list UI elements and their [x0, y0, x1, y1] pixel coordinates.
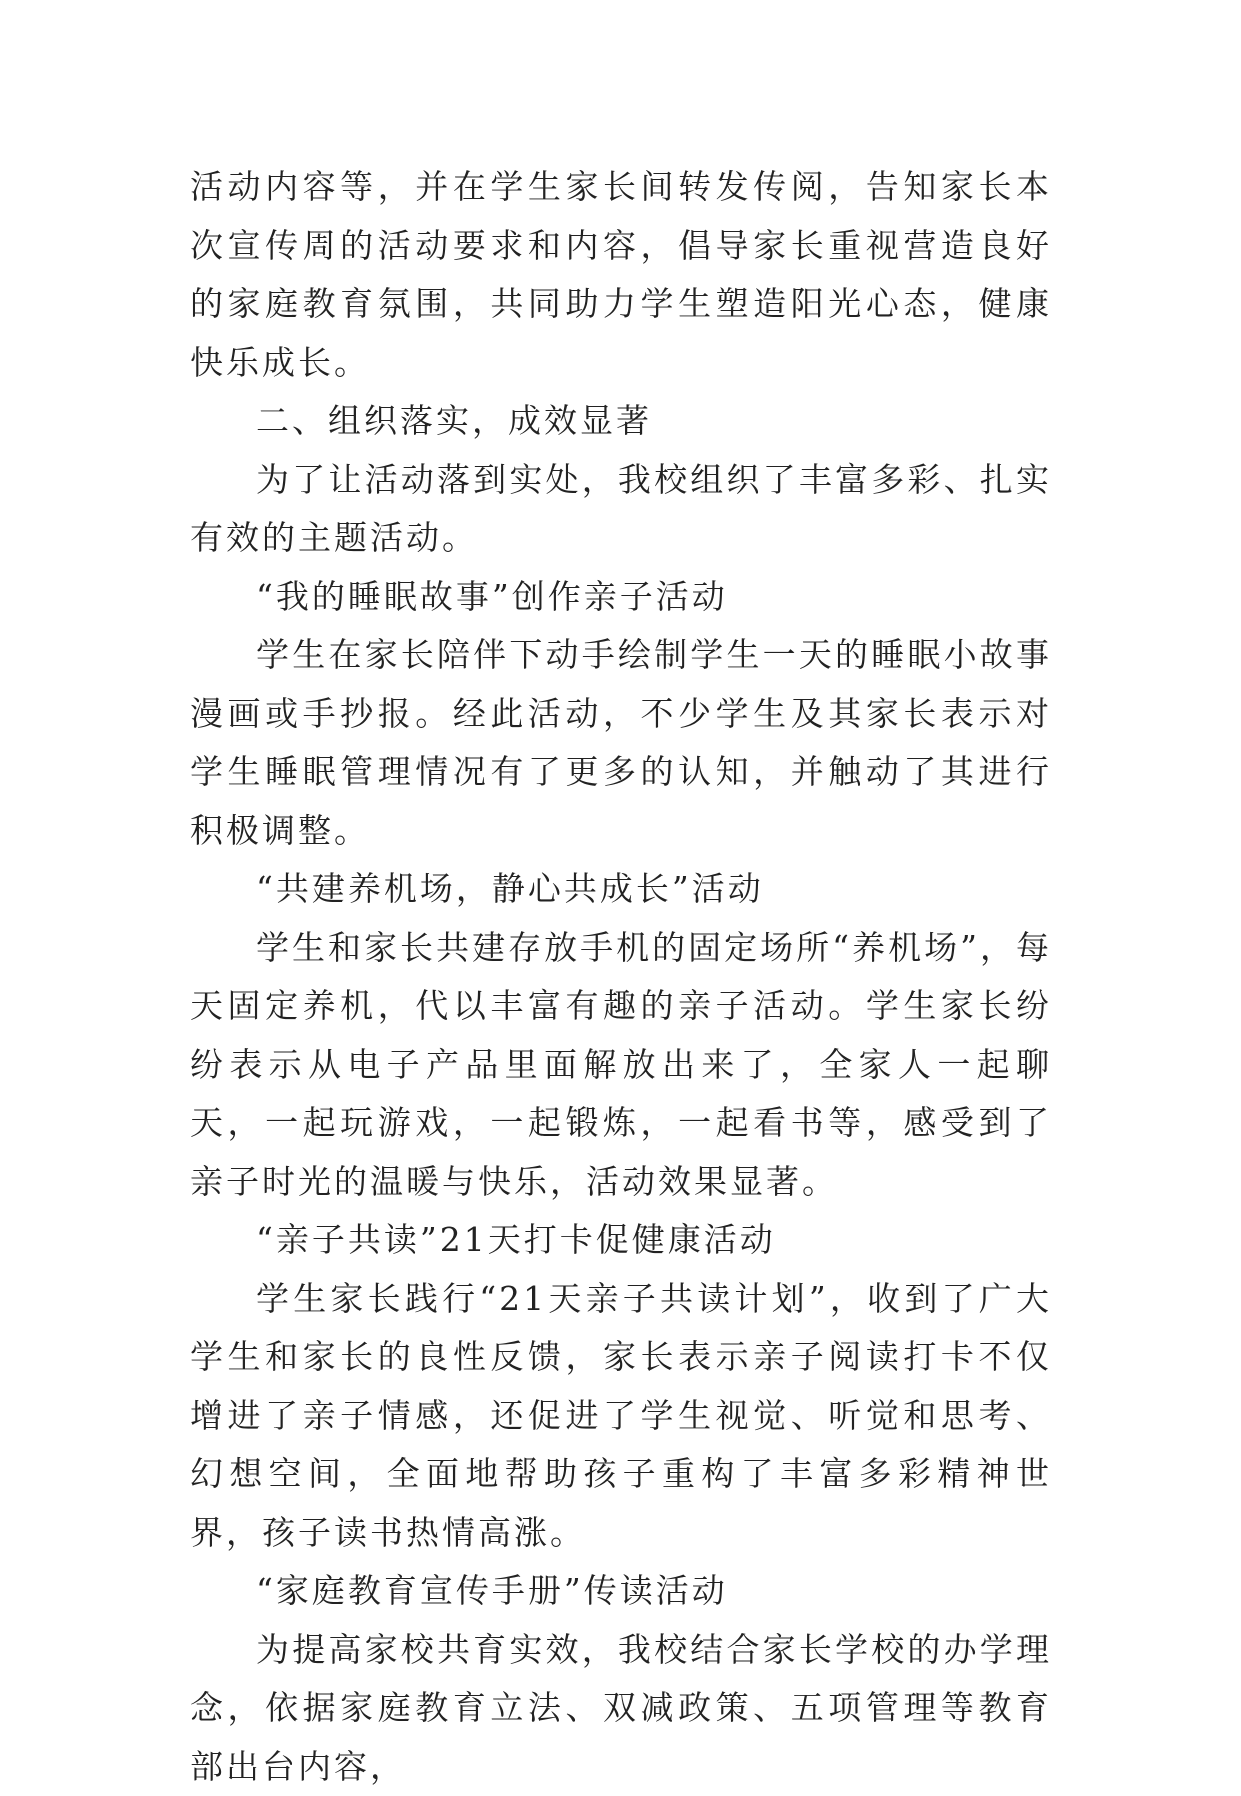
activity-heading: “共建养机场，静心共成长”活动: [190, 860, 1052, 919]
paragraph: 为了让活动落到实处，我校组织了丰富多彩、扎实有效的主题活动。: [190, 451, 1052, 568]
paragraph: 为提高家校共育实效，我校结合家长学校的办学理念，依据家庭教育立法、双减政策、五项管理等教育部出台内容，: [190, 1621, 1052, 1796]
body-text: [190, 158, 1052, 1796]
continuation-paragraph: 活动内容等，并在学生家长间转发传阅，告知家长本次宣传周的活动要求和内容，倡导家长重视营造良好的家庭教育氛围，共同助力学生塑造阳光心态，健康快乐成长。: [190, 158, 1052, 392]
activity-heading: “我的睡眠故事”创作亲子活动: [190, 568, 1052, 627]
paragraph: 学生家长践行“21天亲子共读计划”，收到了广大学生和家长的良性反馈，家长表示亲子阅读打卡不仅增进了亲子情感，还促进了学生视觉、听觉和思考、幻想空间，全面地帮助孩子重构了丰富多彩精神世界，孩子读书热情高涨。: [190, 1270, 1052, 1563]
section-heading: 二、组织落实，成效显著: [190, 392, 1052, 451]
activity-heading: “亲子共读”21天打卡促健康活动: [190, 1211, 1052, 1270]
paragraph: 学生和家长共建存放手机的固定场所“养机场”，每天固定养机，代以丰富有趣的亲子活动。学生家长纷纷表示从电子产品里面解放出来了，全家人一起聊天，一起玩游戏，一起锻炼，一起看书等，感受到了亲子时光的温暖与快乐，活动效果显著。: [190, 919, 1052, 1212]
activity-heading: “家庭教育宣传手册”传读活动: [190, 1562, 1052, 1621]
paragraph: 学生在家长陪伴下动手绘制学生一天的睡眠小故事漫画或手抄报。经此活动，不少学生及其家长表示对学生睡眠管理情况有了更多的认知，并触动了其进行积极调整。: [190, 626, 1052, 860]
